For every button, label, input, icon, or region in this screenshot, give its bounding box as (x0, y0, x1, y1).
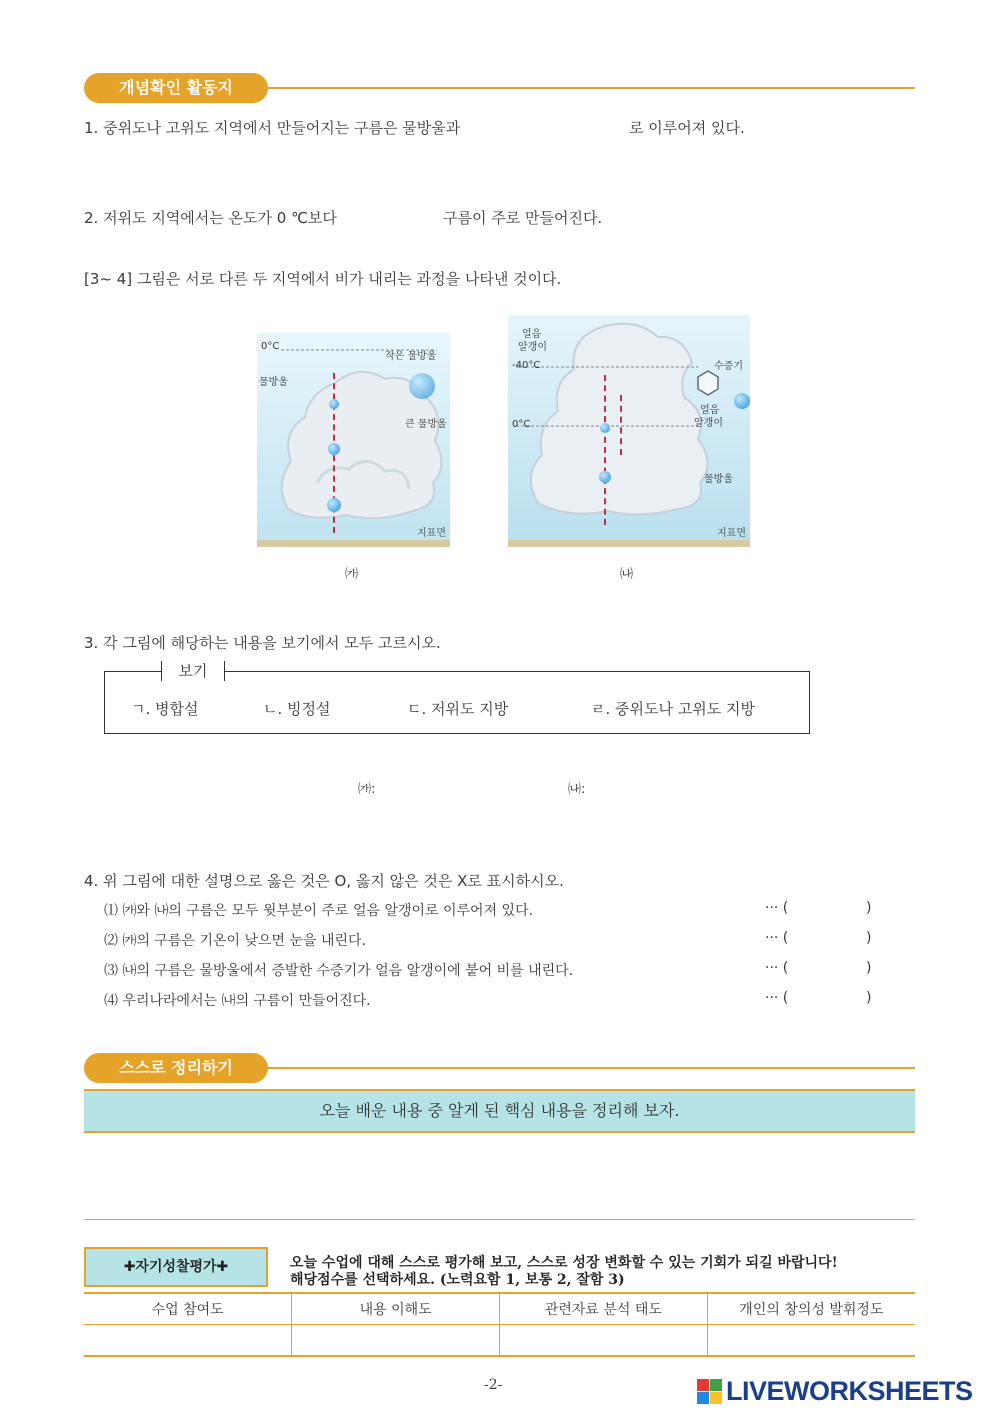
question-4-text: 4. 위 그림에 대한 설명으로 옳은 것은 O, 옳지 않은 것은 X로 표시하시오. (84, 872, 564, 890)
bogi-title-text: 보기 (178, 662, 208, 680)
summary-answer-area[interactable] (84, 1131, 915, 1219)
figure-b-drop (599, 471, 611, 483)
answer-paren-close: ) (866, 960, 872, 976)
logo-block (710, 1379, 722, 1391)
question-3-text: 3. 각 그림에 해당하는 내용을 보기에서 모두 고르시오. (84, 634, 441, 652)
answer-paren-close: ) (866, 900, 872, 916)
figure-b-rain-path (620, 395, 622, 455)
answer-field-4[interactable] (800, 988, 860, 1008)
figure-b-caption: ㈏ (620, 567, 634, 582)
question-3-4-intro: [3~ 4] 그림은 서로 다른 두 지역에서 비가 내리는 과정을 나타낸 것이다. (84, 270, 562, 288)
self-eval-score-cell[interactable] (500, 1325, 708, 1357)
section-title-concept: 개념확인 활동지 (84, 73, 268, 103)
question-4-item: ⑷ 우리나라에서는 ㈏의 구름이 만들어진다. (104, 993, 371, 1009)
figure-a-drop (329, 399, 339, 409)
figure-a-drop (328, 443, 340, 455)
question-2-blank[interactable] (362, 204, 438, 226)
figure-a-drop-label: 물방울 (259, 377, 288, 388)
self-eval-score-cell[interactable] (292, 1325, 500, 1357)
figure-a-temp-label: 0°C (261, 341, 280, 352)
question-2-after: 구름이 주로 만들어진다. (443, 209, 603, 227)
figure-b-temp-top: -40°C (512, 360, 541, 371)
figure-a-drop-zoom (409, 373, 435, 399)
figure-b-temp-zero: 0°C (512, 419, 531, 430)
self-eval-instruction-1: 오늘 수업에 대해 스스로 평가해 보고, 스스로 성장 변화할 수 있는 기회가 되길 바랍니다! (290, 1255, 838, 1271)
section-title-summary: 스스로 정리하기 (84, 1053, 268, 1083)
question-1-blank[interactable] (500, 114, 620, 136)
answer-paren-close: ) (866, 930, 872, 946)
self-eval-table (84, 1292, 915, 1357)
answer-paren-open: ··· ( (765, 990, 789, 1006)
question-1-before: 1. 중위도나 고위도 지역에서 만들어지는 구름은 물방울과 (84, 119, 461, 137)
figure-b-drop-zoom (734, 393, 750, 409)
logo-text: LIVEWORKSHEETS (726, 1375, 973, 1406)
self-eval-column-header: 내용 이해도 (292, 1293, 500, 1325)
figure-b-ground-label: 지표면 (717, 528, 746, 539)
logo-block (697, 1392, 709, 1404)
figure-a-cloud (257, 333, 450, 547)
question-2-before: 2. 저위도 지역에서는 온도가 0 ℃보다 (84, 209, 337, 227)
self-eval-column-header: 관련자료 분석 태도 (500, 1293, 708, 1325)
answer-field-2[interactable] (800, 928, 860, 948)
bogi-item: ㄹ. 중위도나 고위도 지방 (591, 700, 755, 718)
figure-b-ice2-bottom: 알갱이 (694, 418, 723, 429)
figure-a-drop (327, 498, 341, 512)
self-eval-tag (84, 1247, 268, 1287)
answer-field-1[interactable] (800, 898, 860, 918)
figure-b-vapor-label: 수증기 (714, 361, 743, 372)
bogi-item: ㄷ. 저위도 지방 (407, 700, 509, 718)
self-eval-column-header: 개인의 창의성 발휘정도 (707, 1293, 915, 1325)
answer-paren-open: ··· ( (765, 900, 789, 916)
figure-b-ice-label-bottom: 알갱이 (518, 342, 547, 353)
answer-a-label: ㈎: (358, 782, 376, 797)
bogi-box (104, 662, 810, 734)
summary-prompt: 오늘 배운 내용 중 알게 된 핵심 내용을 정리해 보자. (84, 1089, 915, 1133)
question-4-item: ⑵ ㈎의 구름은 기온이 낮으면 눈을 내린다. (104, 933, 367, 949)
question-1-after: 로 이루어져 있다. (629, 119, 745, 137)
answer-paren-open: ··· ( (765, 960, 789, 976)
logo-letter-blocks (697, 1379, 722, 1404)
question-4-item: ⑴ ㈎와 ㈏의 구름은 모두 윗부분이 주로 얼음 알갱이로 이루어져 있다. (104, 903, 534, 919)
figure-b-drop (600, 423, 610, 433)
figure-b-rain-path (604, 375, 606, 525)
answer-paren-open: ··· ( (765, 930, 789, 946)
section-divider (268, 1067, 915, 1069)
figure-a-ground (257, 540, 450, 547)
figure-b-illustration (508, 315, 750, 547)
self-eval-header-row (84, 1293, 915, 1325)
bogi-item: ㄴ. 빙정설 (263, 700, 331, 718)
figure-b-ground (508, 540, 750, 547)
figure-a-illustration (257, 333, 450, 547)
logo-block (697, 1379, 709, 1391)
logo-block (710, 1392, 722, 1404)
figure-a-caption: ㈎ (345, 567, 359, 582)
self-eval-score-row (84, 1325, 915, 1357)
page-number: -2- (484, 1377, 503, 1393)
bogi-item: ㄱ. 병합설 (131, 700, 199, 718)
self-eval-instruction-2: 해당점수를 선택하세요. (노력요함 1, 보통 2, 잘함 3) (290, 1272, 625, 1288)
liveworksheets-logo (697, 1377, 973, 1405)
answer-b-label: ㈏: (568, 782, 586, 797)
figure-b-ice2-top: 얼음 (700, 405, 720, 416)
question-4-item: ⑶ ㈏의 구름은 물방울에서 증발한 수증기가 얼음 알갱이에 붙어 비를 내린다. (104, 963, 574, 979)
self-eval-score-cell[interactable] (84, 1325, 292, 1357)
figure-b-drop-label: 물방울 (704, 474, 733, 485)
answer-b-field[interactable] (594, 772, 744, 796)
figure-a-big-drop-label: 큰 물방울 (405, 419, 447, 430)
figure-a-small-drop-label: 작은 물방울 (385, 351, 437, 362)
bogi-title (161, 661, 225, 681)
self-eval-tag-text: ✚자기성찰평가✚ (123, 1259, 229, 1275)
answer-field-3[interactable] (800, 958, 860, 978)
answer-paren-close: ) (866, 990, 872, 1006)
self-eval-column-header: 수업 참여도 (84, 1293, 292, 1325)
self-eval-score-cell[interactable] (707, 1325, 915, 1357)
section-divider (268, 87, 915, 89)
figure-a-ground-label: 지표면 (417, 528, 446, 539)
summary-bottom-line (84, 1219, 915, 1220)
figure-b-ice-label-top: 얼음 (522, 329, 542, 340)
answer-a-field[interactable] (384, 772, 534, 796)
